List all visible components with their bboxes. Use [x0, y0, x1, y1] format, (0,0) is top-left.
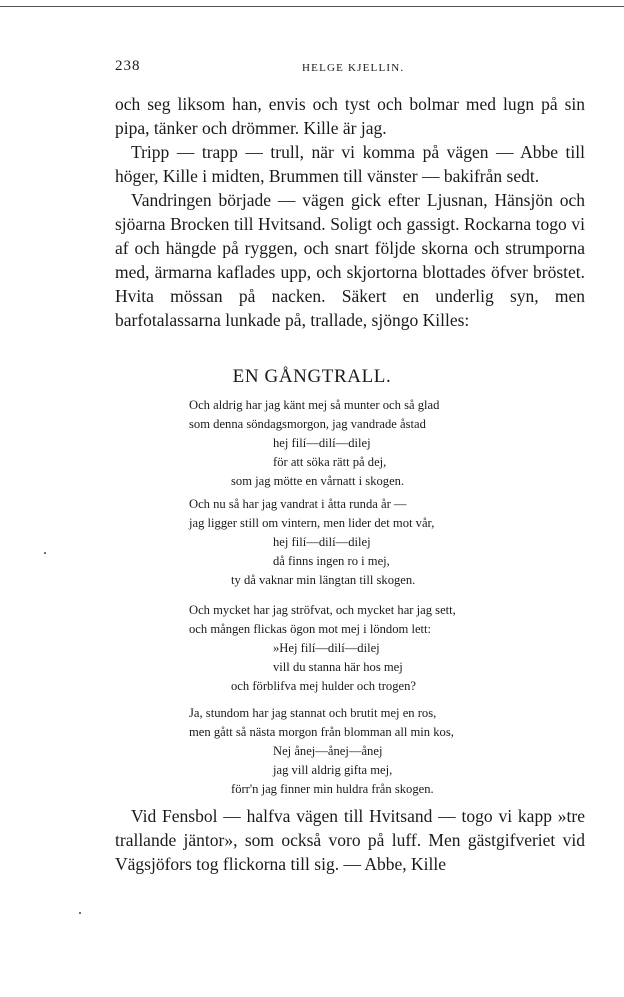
poem-line: ty då vaknar min längtan till skogen. — [231, 573, 416, 587]
running-head: HELGE KJELLIN. — [302, 62, 405, 74]
poem-line: »Hej filí—dilí—dilej — [273, 641, 380, 655]
body-text-top — [115, 92, 585, 332]
poem-line: som denna söndagsmorgon, jag vandrade åstad — [189, 417, 426, 431]
print-speck — [44, 552, 46, 554]
paragraph: och seg liksom han, envis och tyst och bolmar med lugn på sin pipa, tänker och drömmer. Kille är jag. — [115, 94, 585, 138]
poem-line: hej filí—dilí—dilej — [273, 436, 371, 450]
poem-line: som jag mötte en vårnatt i skogen. — [231, 474, 405, 488]
print-speck — [79, 912, 81, 914]
poem-line: förr'n jag finner min huldra från skogen. — [231, 782, 434, 796]
paragraph: Tripp — trapp — trull, när vi komma på vägen — Abbe till höger, Kille i midten, Brummen till vänster — bakifrån sedt. — [115, 142, 585, 186]
poem-line: jag ligger still om vintern, men lider det mot vår, — [189, 516, 435, 530]
poem-line: Och nu så har jag vandrat i åtta runda år — — [189, 497, 407, 511]
poem-line: men gått så nästa morgon från blomman all min kos, — [189, 725, 454, 739]
paragraph: Vid Fensbol — halfva vägen till Hvitsand — togo vi kapp »tre trallande jäntor», som också voro på luff. Men gästgifveriet vid Vägsjöfors tog flickorna till sig. — Abbe, Kille — [115, 806, 585, 874]
poem-line: och förblifva mej hulder och trogen? — [231, 679, 416, 693]
page-header — [0, 58, 624, 78]
poem-title: EN GÅNGTRALL. — [232, 366, 392, 387]
poem-line: Nej ånej—ånej—ånej — [273, 744, 383, 758]
poem-line: jag vill aldrig gifta mej, — [273, 763, 393, 777]
top-rule — [0, 6, 624, 7]
poem-line: då finns ingen ro i mej, — [273, 554, 390, 568]
page-number: 238 — [115, 58, 141, 74]
paragraph: Vandringen började — vägen gick efter Ljusnan, Hänsjön och sjöarna Brocken till Hvitsand. Soligt och gassigt. Rockarna togo vi af och hängde på ryggen, och snart följde skorna och strumporna med, ärmarna kaflades upp, och skjortorna blottades öfver bröstet. Hvita mössan på nacken. Säkert en underlig syn, men barfotalassarna lunkade på, trallade, sjöngo Killes: — [115, 190, 585, 330]
poem-line: för att söka rätt på dej, — [273, 455, 387, 469]
body-text-bottom — [115, 804, 585, 876]
poem-line: Och aldrig har jag känt mej så munter och så glad — [189, 398, 440, 412]
poem-line: och mången flickas ögon mot mej i löndom lett: — [189, 622, 432, 636]
poem-line: Ja, stundom har jag stannat och brutit mej en ros, — [189, 706, 437, 720]
poem-line: vill du stanna här hos mej — [273, 660, 403, 674]
poem-line: Och mycket har jag ströfvat, och mycket har jag sett, — [189, 603, 456, 617]
poem-line: hej filí—dilí—dilej — [273, 535, 371, 549]
